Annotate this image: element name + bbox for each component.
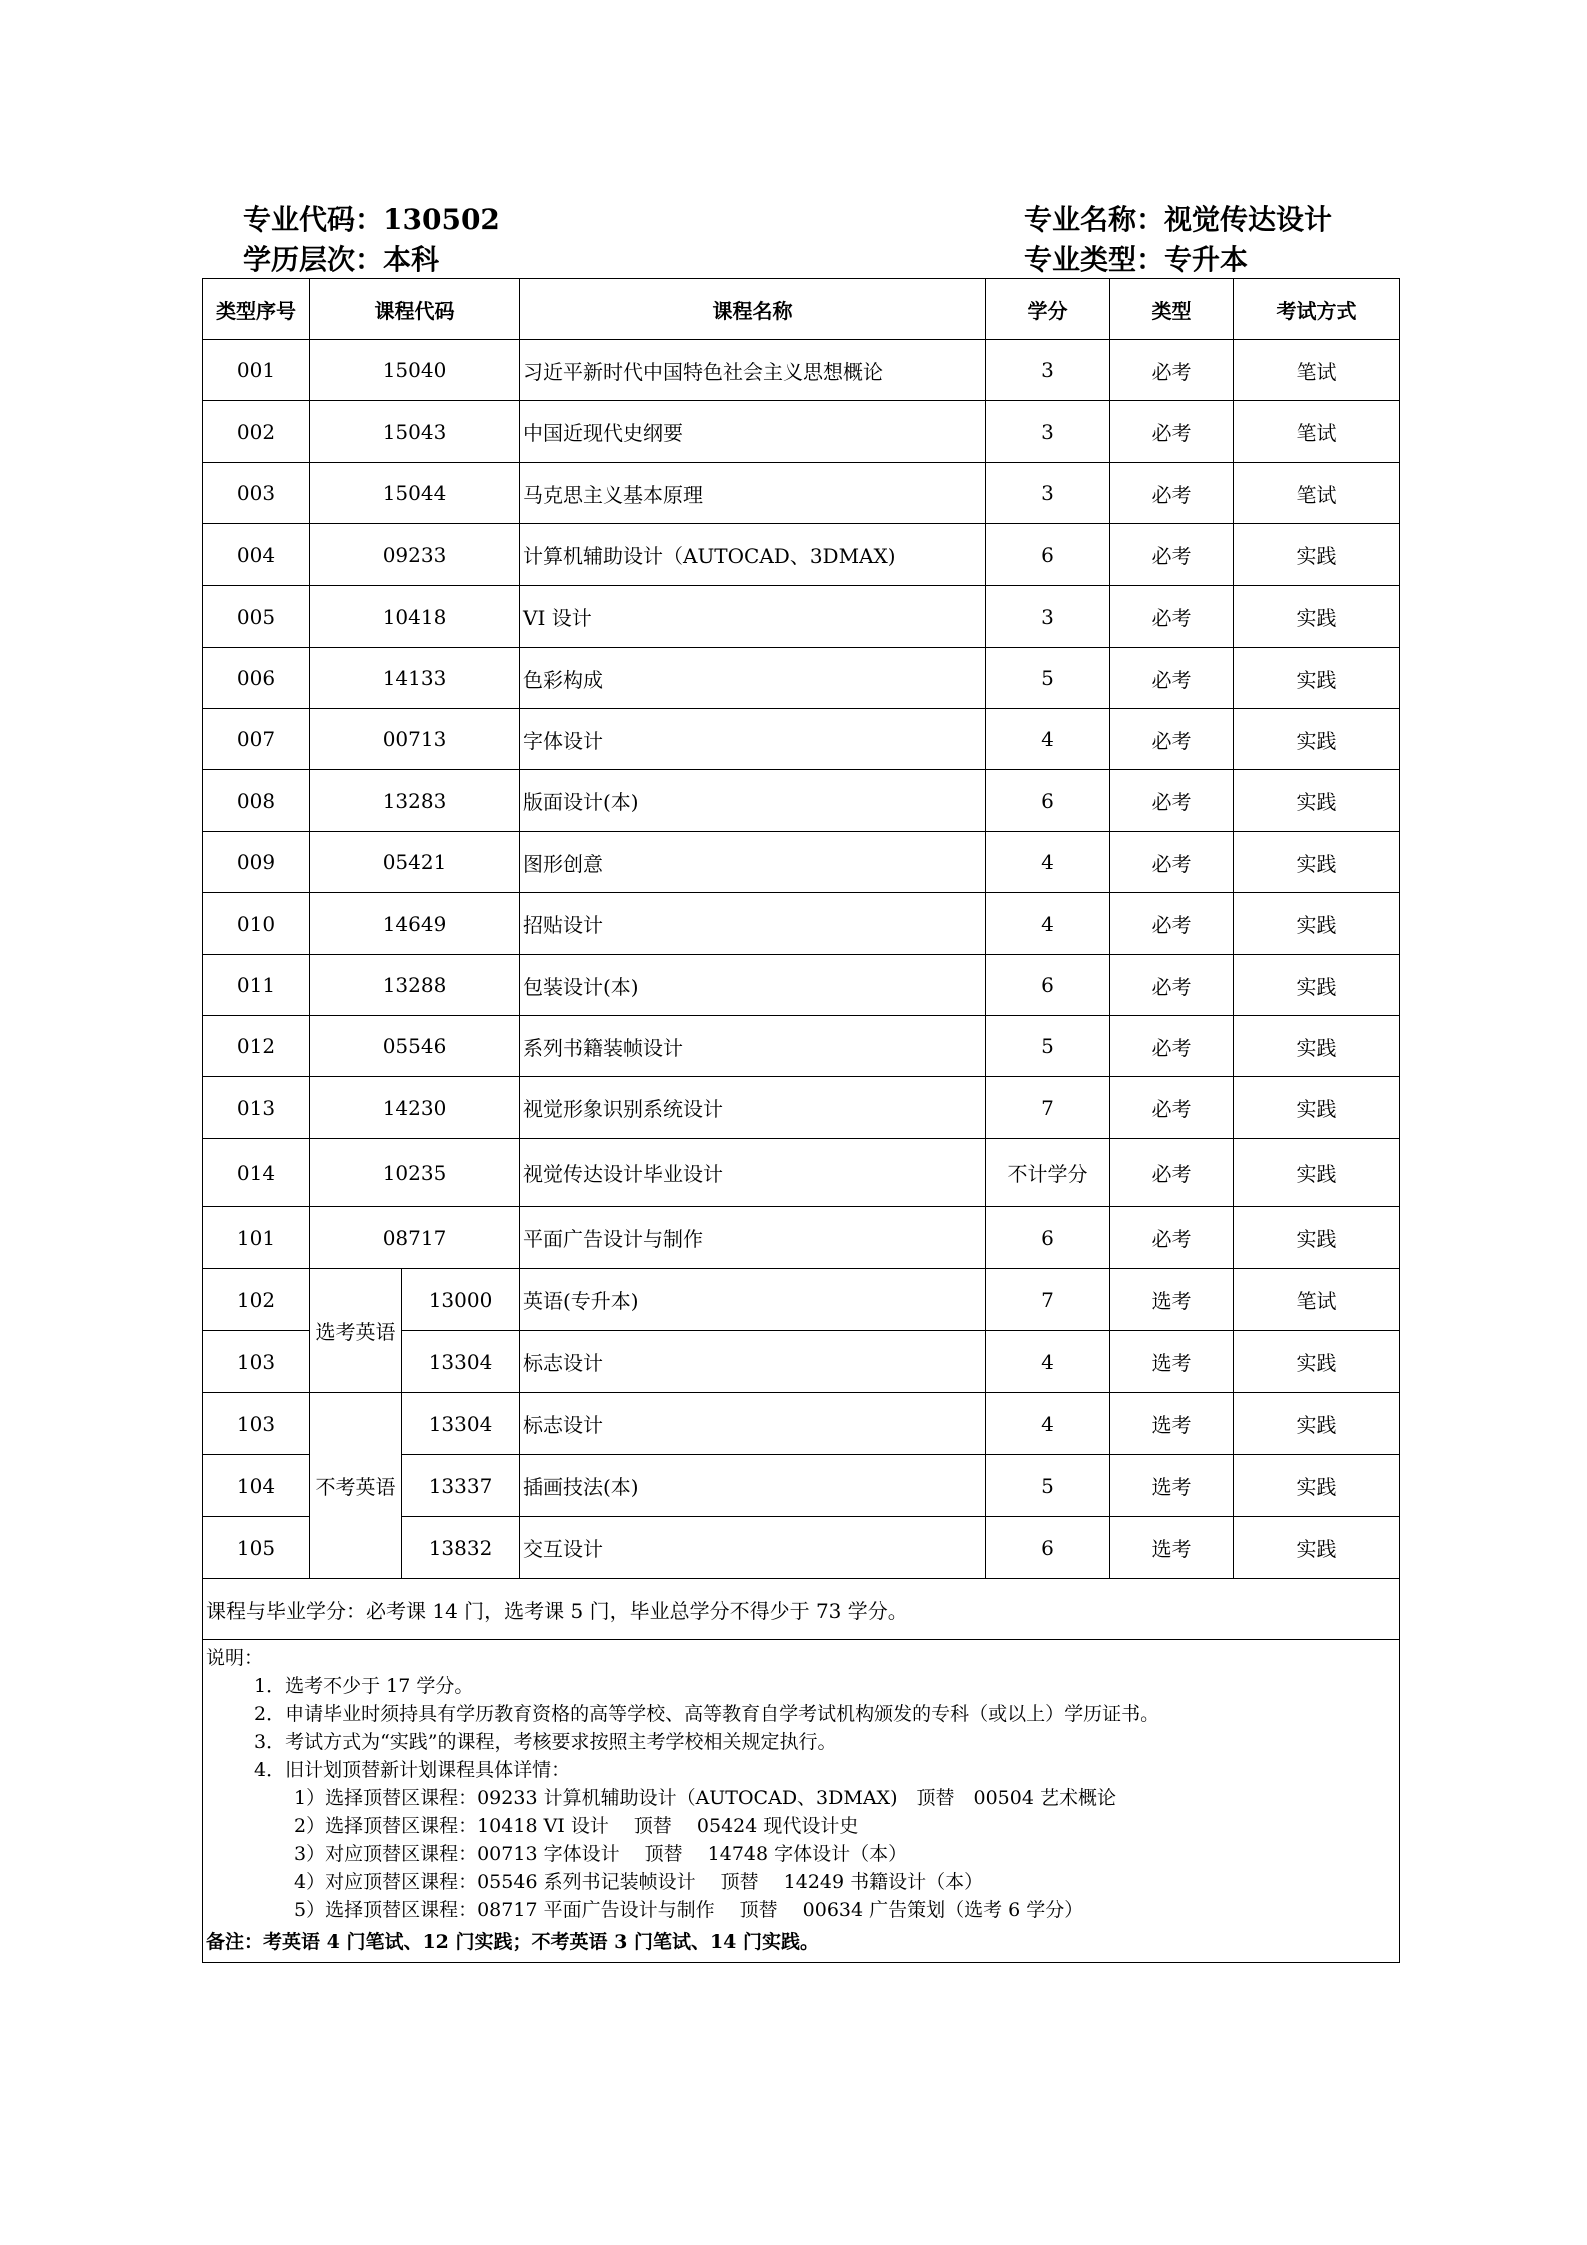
notes-sub-item: 4）对应顶替区课程：05546 系列书记装帧设计 顶替 14249 书籍设计（本） (294, 1871, 984, 1893)
table-row (203, 832, 1400, 893)
row-code: 13337 (402, 1455, 520, 1517)
row-code: 14230 (310, 1077, 520, 1139)
row-type: 必考 (1110, 648, 1234, 709)
row-credit: 3 (986, 340, 1110, 401)
row-name: 版面设计(本) (520, 770, 986, 832)
row-credit: 5 (986, 1455, 1110, 1517)
row-type: 必考 (1110, 1139, 1234, 1207)
row-type: 选考 (1110, 1455, 1234, 1517)
row-type: 选考 (1110, 1517, 1234, 1579)
row-code: 15043 (310, 401, 520, 463)
row-seq: 101 (203, 1207, 310, 1269)
row-credit: 6 (986, 524, 1110, 586)
row-code: 13304 (402, 1393, 520, 1455)
row-code: 13304 (402, 1331, 520, 1393)
table-row (203, 1139, 1400, 1207)
row-name: 标志设计 (520, 1393, 986, 1455)
row-exam: 实践 (1234, 1455, 1400, 1517)
row-name: 插画技法(本) (520, 1455, 986, 1517)
row-seq: 103 (203, 1393, 310, 1455)
row-name: VI 设计 (520, 586, 986, 648)
header-type: 类型 (1110, 279, 1234, 340)
row-code: 05421 (310, 832, 520, 893)
major-type (1024, 238, 1248, 278)
row-type: 必考 (1110, 463, 1234, 524)
row-credit: 4 (986, 832, 1110, 893)
row-credit: 7 (986, 1269, 1110, 1331)
row-code: 13283 (310, 770, 520, 832)
row-exam: 实践 (1234, 1139, 1400, 1207)
row-seq: 102 (203, 1269, 310, 1331)
row-exam: 实践 (1234, 955, 1400, 1016)
row-exam: 实践 (1234, 1016, 1400, 1077)
table-row (203, 1207, 1400, 1269)
table-row (203, 709, 1400, 770)
row-name: 标志设计 (520, 1331, 986, 1393)
row-type: 必考 (1110, 1077, 1234, 1139)
row-credit: 3 (986, 463, 1110, 524)
major-name-value: 视觉传达设计 (1164, 203, 1333, 236)
row-code: 08717 (310, 1207, 520, 1269)
row-name: 色彩构成 (520, 648, 986, 709)
row-credit: 3 (986, 586, 1110, 648)
row-exam: 实践 (1234, 1517, 1400, 1579)
row-name: 计算机辅助设计（AUTOCAD、3DMAX) (520, 524, 986, 586)
row-code: 10418 (310, 586, 520, 648)
row-seq: 103 (203, 1331, 310, 1393)
row-type: 必考 (1110, 401, 1234, 463)
major-type-label: 专业类型： (1024, 243, 1165, 276)
row-seq: 105 (203, 1517, 310, 1579)
row-name: 视觉形象识别系统设计 (520, 1077, 986, 1139)
row-seq: 003 (203, 463, 310, 524)
major-name (1024, 198, 1332, 238)
row-code: 00713 (310, 709, 520, 770)
row-code: 09233 (310, 524, 520, 586)
notes-sub-item: 5）选择顶替区课程：08717 平面广告设计与制作 顶替 00634 广告策划（选考 6 学分） (294, 1899, 1084, 1921)
row-exam: 实践 (1234, 524, 1400, 586)
row-seq: 007 (203, 709, 310, 770)
row-code: 13832 (402, 1517, 520, 1579)
row-exam: 实践 (1234, 709, 1400, 770)
header-credit: 学分 (986, 279, 1110, 340)
table-row (203, 955, 1400, 1016)
table-row (203, 770, 1400, 832)
row-credit: 4 (986, 893, 1110, 955)
row-seq: 014 (203, 1139, 310, 1207)
row-credit: 不计学分 (986, 1139, 1110, 1207)
row-name: 习近平新时代中国特色社会主义思想概论 (520, 340, 986, 401)
row-type: 选考 (1110, 1269, 1234, 1331)
notes-title: 说明： (206, 1647, 264, 1669)
row-exam: 实践 (1234, 1077, 1400, 1139)
education-level (243, 238, 439, 278)
row-name: 图形创意 (520, 832, 986, 893)
row-name: 中国近现代史纲要 (520, 401, 986, 463)
summary-row (203, 1579, 1400, 1640)
row-credit: 5 (986, 1016, 1110, 1077)
row-name: 字体设计 (520, 709, 986, 770)
row-credit: 4 (986, 1393, 1110, 1455)
row-type: 必考 (1110, 832, 1234, 893)
table-row (203, 1269, 1400, 1331)
row-credit: 4 (986, 709, 1110, 770)
table-row (203, 586, 1400, 648)
row-type: 必考 (1110, 1016, 1234, 1077)
row-type: 必考 (1110, 1207, 1234, 1269)
header-exam: 考试方式 (1234, 279, 1400, 340)
row-code: 14649 (310, 893, 520, 955)
education-level-label: 学历层次： (243, 243, 384, 276)
row-exam: 实践 (1234, 893, 1400, 955)
major-code-label: 专业代码： (243, 203, 384, 236)
row-exam: 实践 (1234, 586, 1400, 648)
header-name: 课程名称 (520, 279, 986, 340)
table-header-row (203, 279, 1400, 340)
credit-summary: 课程与毕业学分：必考课 14 门，选考课 5 门，毕业总学分不得少于 73 学分。 (203, 1579, 1400, 1640)
row-type: 选考 (1110, 1393, 1234, 1455)
table-row (203, 463, 1400, 524)
english-elective-group-label: 选考英语 (310, 1269, 402, 1393)
table-row (203, 1077, 1400, 1139)
notes-sub-item: 3）对应顶替区课程：00713 字体设计 顶替 14748 字体设计（本） (294, 1843, 908, 1865)
header-seq: 类型序号 (203, 279, 310, 340)
row-seq: 009 (203, 832, 310, 893)
row-exam: 实践 (1234, 1331, 1400, 1393)
table-row (203, 893, 1400, 955)
row-name: 平面广告设计与制作 (520, 1207, 986, 1269)
remark: 备注：考英语 4 门笔试、12 门实践；不考英语 3 门笔试、14 门实践。 (206, 1931, 820, 1953)
notes-sub-item: 2）选择顶替区课程：10418 VI 设计 顶替 05424 现代设计史 (294, 1815, 859, 1837)
notes-row (203, 1640, 1400, 1963)
row-code: 13288 (310, 955, 520, 1016)
table-row (203, 1016, 1400, 1077)
row-name: 交互设计 (520, 1517, 986, 1579)
no-english-elective-group-label: 不考英语 (310, 1393, 402, 1579)
row-name: 系列书籍装帧设计 (520, 1016, 986, 1077)
row-type: 必考 (1110, 524, 1234, 586)
row-seq: 012 (203, 1016, 310, 1077)
row-credit: 6 (986, 1207, 1110, 1269)
notes-cell (203, 1640, 1400, 1963)
row-exam: 实践 (1234, 1393, 1400, 1455)
row-name: 招贴设计 (520, 893, 986, 955)
row-name: 马克思主义基本原理 (520, 463, 986, 524)
row-exam: 实践 (1234, 1207, 1400, 1269)
notes-item: 1．选考不少于 17 学分。 (254, 1675, 474, 1697)
row-type: 必考 (1110, 709, 1234, 770)
row-name: 包装设计(本) (520, 955, 986, 1016)
header-code: 课程代码 (310, 279, 520, 340)
row-seq: 004 (203, 524, 310, 586)
row-seq: 001 (203, 340, 310, 401)
row-name: 英语(专升本) (520, 1269, 986, 1331)
row-credit: 6 (986, 770, 1110, 832)
row-seq: 008 (203, 770, 310, 832)
row-credit: 6 (986, 955, 1110, 1016)
row-exam: 笔试 (1234, 340, 1400, 401)
row-type: 必考 (1110, 586, 1234, 648)
row-code: 15040 (310, 340, 520, 401)
education-level-value: 本科 (383, 243, 440, 276)
row-exam: 笔试 (1234, 1269, 1400, 1331)
row-name: 视觉传达设计毕业设计 (520, 1139, 986, 1207)
row-seq: 002 (203, 401, 310, 463)
course-table (202, 278, 1400, 1963)
row-code: 10235 (310, 1139, 520, 1207)
row-seq: 005 (203, 586, 310, 648)
row-type: 必考 (1110, 955, 1234, 1016)
row-exam: 笔试 (1234, 463, 1400, 524)
table-row (203, 1393, 1400, 1455)
row-seq: 011 (203, 955, 310, 1016)
notes-item: 4．旧计划顶替新计划课程具体详情： (254, 1759, 571, 1781)
notes-sub-item: 1）选择顶替区课程：09233 计算机辅助设计（AUTOCAD、3DMAX) 顶替 00504 艺术概论 (294, 1787, 1116, 1809)
row-exam: 实践 (1234, 648, 1400, 709)
row-seq: 013 (203, 1077, 310, 1139)
row-type: 必考 (1110, 893, 1234, 955)
row-credit: 4 (986, 1331, 1110, 1393)
row-seq: 006 (203, 648, 310, 709)
table-row (203, 524, 1400, 586)
major-type-value: 专升本 (1164, 243, 1249, 276)
row-credit: 7 (986, 1077, 1110, 1139)
table-row (203, 340, 1400, 401)
row-code: 05546 (310, 1016, 520, 1077)
major-name-label: 专业名称： (1024, 203, 1165, 236)
row-code: 13000 (402, 1269, 520, 1331)
row-code: 14133 (310, 648, 520, 709)
row-credit: 3 (986, 401, 1110, 463)
row-exam: 实践 (1234, 770, 1400, 832)
row-exam: 实践 (1234, 832, 1400, 893)
row-seq: 010 (203, 893, 310, 955)
table-row (203, 401, 1400, 463)
row-exam: 笔试 (1234, 401, 1400, 463)
row-type: 必考 (1110, 340, 1234, 401)
row-credit: 5 (986, 648, 1110, 709)
row-credit: 6 (986, 1517, 1110, 1579)
notes-item: 3．考试方式为“实践”的课程，考核要求按照主考学校相关规定执行。 (254, 1731, 837, 1753)
major-code (243, 198, 500, 238)
row-code: 15044 (310, 463, 520, 524)
row-seq: 104 (203, 1455, 310, 1517)
notes-item: 2．申请毕业时须持具有学历教育资格的高等学校、高等教育自学考试机构颁发的专科（或以上）学历证书。 (254, 1703, 1160, 1725)
table-row (203, 648, 1400, 709)
row-type: 必考 (1110, 770, 1234, 832)
row-type: 选考 (1110, 1331, 1234, 1393)
major-code-value: 130502 (383, 203, 500, 236)
